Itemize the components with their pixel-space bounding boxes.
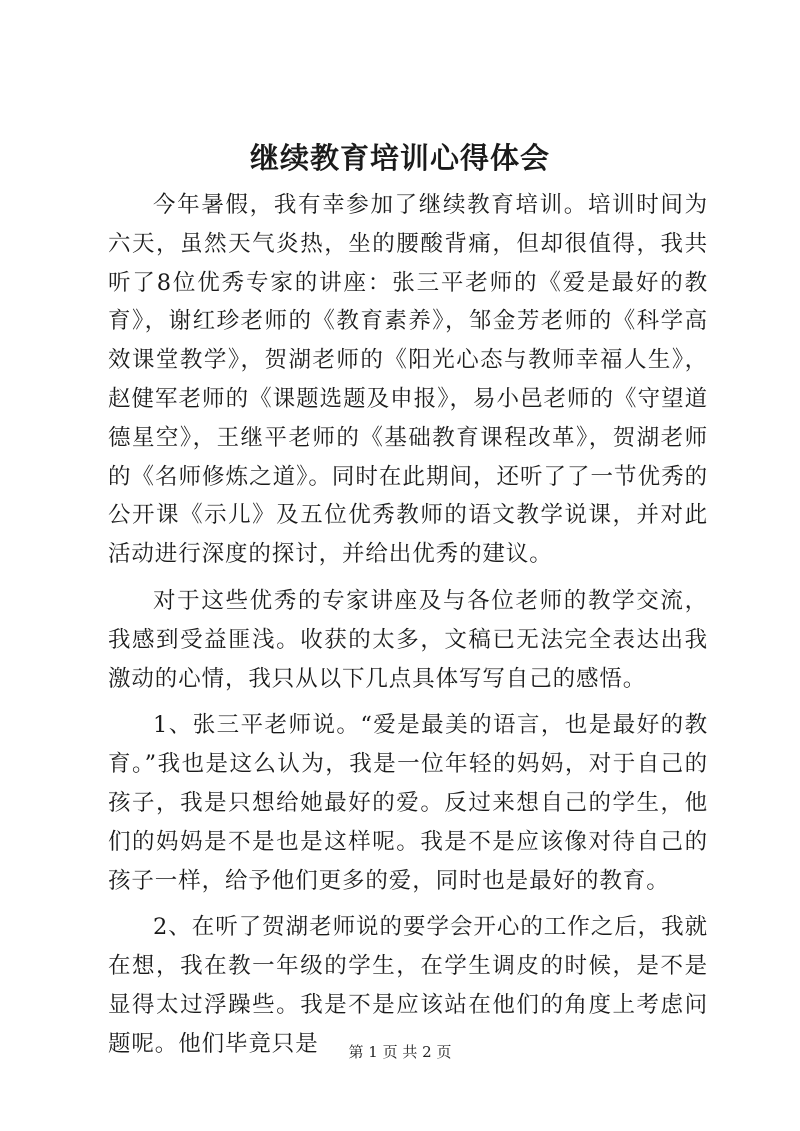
- document-title: 继续教育培训心得体会: [249, 141, 550, 175]
- paragraph-3: 1、张三平老师说。“爱是最美的语言，也是最好的教育。”我也是这么认为，我是一位年轻的妈妈，对于自己的孩子，我是只想给她最好的爱。反过来想自己的学生，他们的妈妈是不是也是这样呢。我是不是应该像对待自己的孩子一样，给予他们更多的爱，同时也是最好的教育。: [108, 712, 708, 894]
- page-footer: [0, 1042, 800, 1062]
- paragraph-2: 对于这些优秀的专家讲座及与各位老师的教学交流，我感到受益匪浅。收获的太多，文稿已无法完全表达出我激动的心情，我只从以下几点具体写写自己的感悟。: [108, 587, 708, 692]
- page-number-label: 第 1 页 共 2 页: [348, 1043, 452, 1061]
- document-body: [108, 186, 708, 1064]
- paragraph-4: 2、在听了贺湖老师说的要学会开心的工作之后，我就在想，我在教一年级的学生，在学生调皮的时候，是不是显得太过浮躁些。我是不是应该站在他们的角度上考虑问题呢。他们毕竟只是: [108, 914, 708, 1057]
- paragraph-1: 今年暑假，我有幸参加了继续教育培训。培训时间为六天，虽然天气炎热，坐的腰酸背痛，但却很值得，我共听了8位优秀专家的讲座：张三平老师的《爱是最好的教育》，谢红珍老师的《教育素养》，邹金芳老师的《科学高效课堂教学》，贺湖老师的《阳光心态与教师幸福人生》，赵健军老师的《课题选题及申报》，易小邑老师的《守望道德星空》，王继平老师的《基础教育课程改革》，贺湖老师的《名师修炼之道》。同时在此期间，还听了了一节优秀的公开课《示儿》及五位优秀教师的语文教学说课，并对此活动进行深度的探讨，并给出优秀的建议。: [108, 192, 708, 568]
